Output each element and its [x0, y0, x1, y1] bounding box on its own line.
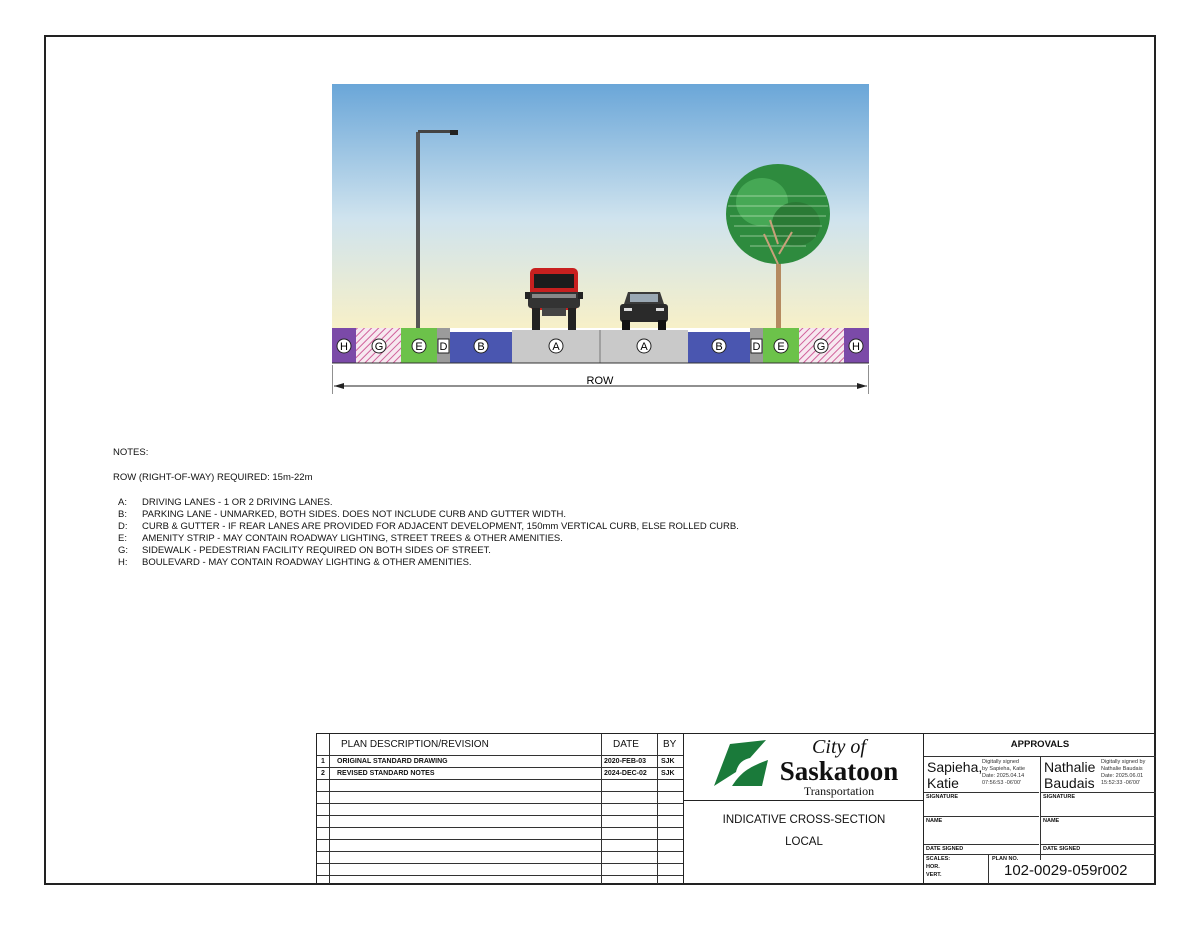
label-a: [637, 339, 651, 353]
svg-text:G: G: [374, 341, 384, 353]
title-block: [316, 733, 1156, 885]
svg-text:B: B: [477, 341, 485, 353]
title-line-1: INDICATIVE CROSS-SECTION: [722, 814, 886, 826]
label-h: [337, 339, 351, 353]
title-line-2: LOCAL: [785, 836, 823, 848]
drawing-title: [683, 800, 924, 884]
label-b: [712, 339, 726, 353]
notes-block: [113, 447, 739, 569]
svg-text:E: E: [777, 341, 785, 353]
label-a: [549, 339, 563, 353]
svg-text:G: G: [816, 341, 826, 353]
note-item: A: DRIVING LANES - 1 OR 2 DRIVING LANES.: [118, 497, 333, 508]
revision-header: PLAN DESCRIPTION/REVISION DATE BY: [317, 734, 683, 756]
note-item: B: PARKING LANE - UNMARKED, BOTH SIDES. DOES NOT INCLUDE CURB AND GUTTER WIDTH.: [118, 509, 567, 520]
label-d: [438, 339, 449, 353]
label-e: [774, 339, 788, 353]
approvals-block: APPROVALS Sapieha, Katie Digitally signed by Sapieha, Katie Date: 2025.04.14 07:56:53 -06'00' SIGNATURE NAME DATE SIGNED Nathalie Baudais Digitally signed by Nathalie Baudais Date: 2025.06.01 15:52:33 -06'00' SIGNATURE NAME DATE SIGNED SCALES: HOR. VERT. PLAN NO. 102-0029-059r002: [923, 734, 1156, 884]
label-e: [412, 339, 426, 353]
label-d: [751, 339, 762, 353]
svg-text:D: D: [439, 341, 448, 353]
label-g: [372, 339, 386, 353]
note-item: D: CURB & GUTTER - IF REAR LANES ARE PROVIDED FOR ADJACENT DEVELOPMENT, 150mm VERTICAL CURB, ELSE ROLLED CURB.: [118, 521, 739, 532]
row-dimension: [332, 365, 869, 394]
cross-section-diagram: [332, 84, 869, 396]
svg-text:A: A: [640, 341, 648, 353]
row-requirement: ROW (RIGHT-OF-WAY) REQUIRED: 15m-22m: [113, 472, 313, 483]
note-item: G: SIDEWALK - PEDESTRIAN FACILITY REQUIRED ON BOTH SIDES OF STREET.: [118, 545, 491, 556]
svg-text:A: A: [552, 341, 560, 353]
plan-number: 102-0029-059r002: [1004, 862, 1128, 879]
label-h: [849, 339, 863, 353]
revision-row: 1 ORIGINAL STANDARD DRAWING 2020-FEB-03 SJK: [317, 756, 683, 768]
approver-2: Nathalie Baudais Digitally signed by Nathalie Baudais Date: 2025.06.01 15:52:33 -06'00' SIGNATURE NAME DATE SIGNED: [1041, 756, 1156, 860]
label-b: [474, 339, 488, 353]
label-g: [814, 339, 828, 353]
approver-1: Sapieha, Katie Digitally signed by Sapieha, Katie Date: 2025.04.14 07:56:53 -06'00' SIGNATURE NAME DATE SIGNED: [924, 756, 1039, 860]
svg-text:B: B: [715, 341, 723, 353]
svg-text:E: E: [415, 341, 423, 353]
notes-heading: NOTES:: [113, 447, 149, 458]
revision-row: 2 REVISED STANDARD NOTES 2024-DEC-02 SJK: [317, 768, 683, 780]
note-item: E: AMENITY STRIP - MAY CONTAIN ROADWAY LIGHTING, STREET TREES & OTHER AMENITIES.: [118, 533, 563, 544]
note-item: H: BOULEVARD - MAY CONTAIN ROADWAY LIGHTING & OTHER AMENITIES.: [118, 557, 472, 568]
revision-table: [317, 734, 683, 884]
svg-text:ROW: ROW: [586, 375, 614, 387]
svg-text:H: H: [340, 341, 348, 353]
city-logo: City of Saskatoon Transportation: [683, 734, 924, 801]
svg-text:D: D: [752, 341, 761, 353]
saskatoon-logo-icon: [706, 738, 770, 790]
svg-text:H: H: [852, 341, 860, 353]
